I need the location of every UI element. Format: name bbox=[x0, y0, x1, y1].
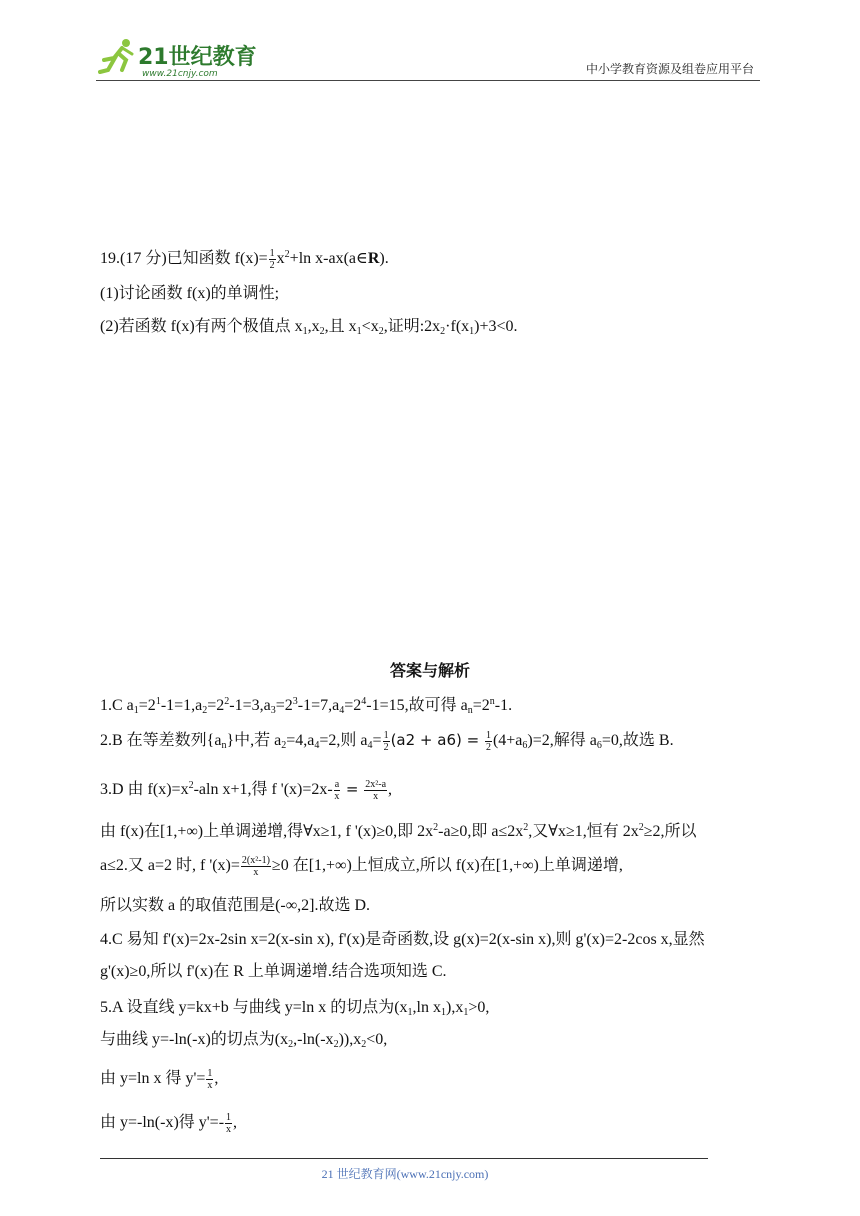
answer-5-line-2: 与曲线 y=-ln(-x)的切点为$(x_2,-\ln(-x_2)),x_2<0$, bbox=[100, 1031, 388, 1050]
answer-3-line-4: 所以实数 a 的取值范围是(-∞,2].故选 D. bbox=[100, 897, 371, 914]
q19-part2: (2)若函数 f(x)有两个极值点 $x_1,x_2$,且 $x_1<x_2$,证明$:2x_2\cdot f(x_1)+3<0$. bbox=[100, 318, 518, 337]
header-divider bbox=[96, 80, 760, 81]
site-logo bbox=[96, 36, 266, 80]
answer-2: 2.B 在等差数列$\{a_n\}$中,若 $a_2=4,a_4=2$,则 $a_4=$ $\frac{1}{2}$ (a2 + a6) = $\frac{1}{2}$ $(4+a_6)=2$,解得 $a_6=0$,故选 B. bbox=[100, 729, 674, 753]
q19-part1: (1)讨论函数 f(x)的单调性; bbox=[100, 285, 280, 302]
footer-divider bbox=[100, 1158, 708, 1159]
answer-1: 1.C $a_1=2^1-1=1,a_2=2^2-1=3,a_3=2^3-1=7,a_4=2^4-1=15$,故可得 $a_n=2^n-1$. bbox=[100, 696, 513, 716]
svg-text:21世纪教育: 21世纪教育 bbox=[138, 45, 257, 70]
svg-text:www.21cnjy.com: www.21cnjy.com bbox=[142, 69, 218, 79]
answer-4-line-1: 4.C 易知 f'(x)=2x-2sin x=2(x-sin x), f'(x)是奇函数,设 g(x)=2(x-sin x),则 g'(x)=2-2cos x,显然 bbox=[100, 931, 705, 948]
answer-3-line-1: 3.D 由 $f(x)=x^2$-aln x+1,得 f '(x)=2x- $\frac{a}{x}$ = $\frac{\text{2x²-a}}{x}$ , bbox=[100, 778, 393, 802]
runner-icon bbox=[100, 39, 132, 72]
answer-3-line-2: 由 f(x)在[1,+∞)上单调递增,得∀x≥1, f '(x)≥0,即 $2x^2-a\ge 0$,即 $a\le 2x^2$,又∀x≥1,恒有 $2x^2\ge 2$,所以 bbox=[100, 822, 697, 840]
answer-5-line-1: 5.A 设直线 y=kx+b 与曲线 y=ln x 的切点为($x_1,\ln$ $x_1),x_1>0$, bbox=[100, 999, 490, 1018]
answer-4-line-2: g'(x)≥0,所以 f'(x)在 R 上单调递增.结合选项知选 C. bbox=[100, 963, 447, 980]
answers-title: 答案与解析 bbox=[389, 661, 470, 680]
footer-text: 21 世纪教育网(www.21cnjy.com) bbox=[321, 1167, 489, 1181]
platform-name: 中小学教育资源及组卷应用平台 bbox=[585, 62, 754, 76]
answer-5-line-4: 由 y=-ln(-x)得 y'=- $\frac{1}{x}$ , bbox=[100, 1112, 238, 1135]
q19-stem: 19.(17 分)已知函数 f(x)= $\frac{1}{2}$ $x^2+\ln$ x-ax(a∈R). bbox=[100, 247, 389, 271]
answer-5-line-3: 由 y=ln x 得 y'= $\frac{1}{x}$ , bbox=[100, 1068, 219, 1091]
answer-3-line-3: a≤2.又 a=2 时, f '(x)= $\frac{\text{2(x²-1)}}{x}$ ≥0 在[1,+∞)上恒成立,所以 f(x)在[1,+∞)上单调递增, bbox=[100, 855, 623, 878]
